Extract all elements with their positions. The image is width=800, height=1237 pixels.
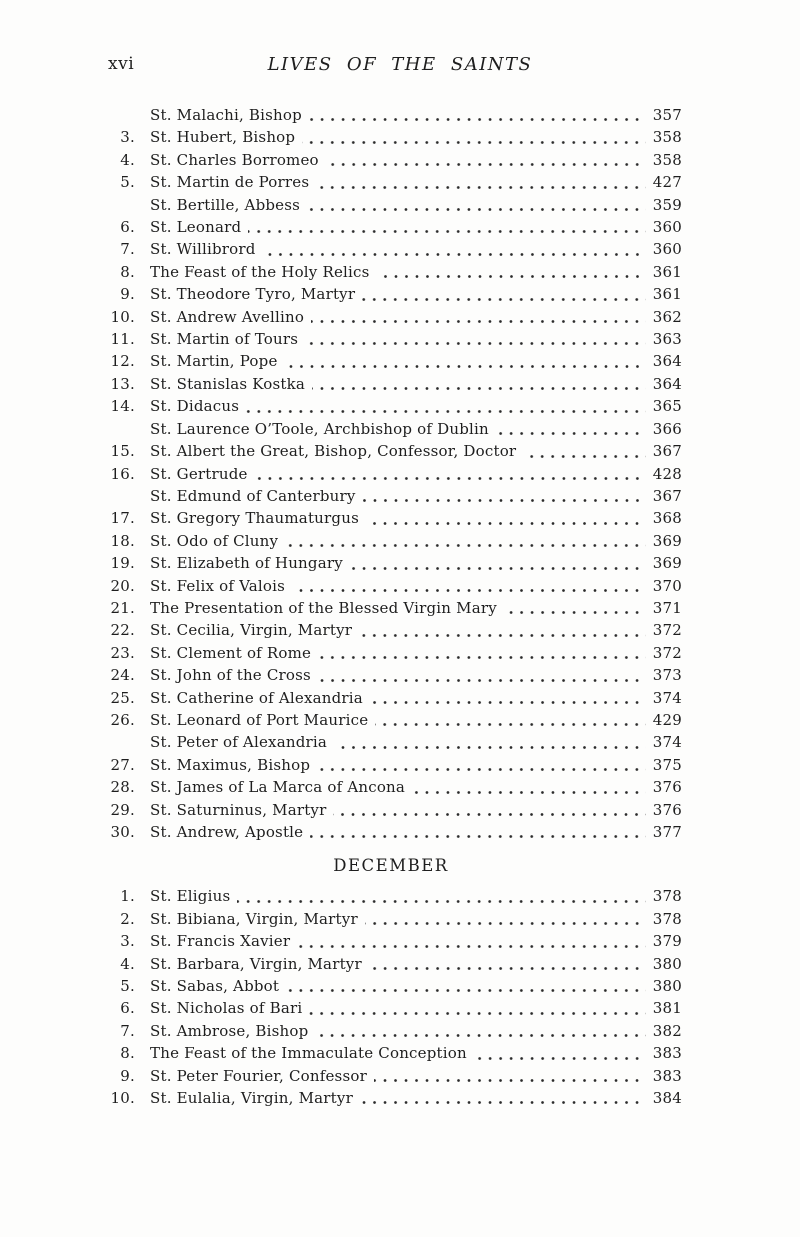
entry-page: 373 xyxy=(652,666,682,685)
dot-leader xyxy=(302,126,646,148)
entry-title: St. Ambrose, Bishop xyxy=(150,1021,309,1040)
entry-number: 25. xyxy=(110,688,135,707)
entry-page: 361 xyxy=(652,262,682,281)
toc-entry xyxy=(100,418,682,440)
entry-page: 376 xyxy=(652,800,682,819)
entry-number: 19. xyxy=(110,554,135,573)
entry-page: 365 xyxy=(652,397,682,416)
entry-page: 362 xyxy=(652,307,682,326)
entry-title: St. Albert the Great, Bishop, Confessor, Doctor xyxy=(150,442,517,461)
entry-page: 372 xyxy=(652,643,682,662)
dot-leader xyxy=(286,975,646,997)
toc-entry xyxy=(100,664,682,686)
toc-entry xyxy=(100,731,682,753)
entry-title: St. Peter of Alexandria xyxy=(150,733,328,752)
entry-page: 370 xyxy=(652,576,682,595)
entry-number: 22. xyxy=(110,621,135,640)
entry-page: 357 xyxy=(652,106,682,124)
entry-page: 382 xyxy=(652,1021,682,1040)
entry-title: St. James of La Marca of Ancona xyxy=(150,778,406,797)
entry-number: 28. xyxy=(110,778,135,797)
page-header xyxy=(0,54,800,76)
toc-entry xyxy=(100,575,682,597)
entry-title: St. Felix of Valois xyxy=(150,576,285,595)
dot-leader xyxy=(309,104,646,126)
toc-entry xyxy=(100,194,682,216)
entry-page: 361 xyxy=(652,285,682,304)
entry-title: St. Gregory Thaumaturgus xyxy=(150,509,359,528)
entry-number: 6. xyxy=(120,999,135,1018)
entry-title: St. Stanislas Kostka xyxy=(150,374,306,393)
toc-entry xyxy=(100,1065,682,1087)
dot-leader xyxy=(307,194,646,216)
entry-page: 428 xyxy=(652,464,682,483)
dot-leader xyxy=(359,619,646,641)
entry-number: 9. xyxy=(120,285,135,304)
entry-page: 367 xyxy=(652,442,682,461)
toc-entry xyxy=(100,171,682,193)
entry-number: 11. xyxy=(110,330,135,349)
toc-entry xyxy=(100,642,682,664)
entry-page: 379 xyxy=(652,932,682,951)
dot-leader xyxy=(374,1065,646,1087)
entry-number: 21. xyxy=(110,598,135,617)
entry-page: 369 xyxy=(652,531,682,550)
entry-page: 375 xyxy=(652,755,682,774)
entry-page: 381 xyxy=(652,999,682,1018)
entry-page: 359 xyxy=(652,195,682,214)
dot-leader xyxy=(375,709,646,731)
dot-leader xyxy=(311,306,646,328)
entry-number: 26. xyxy=(110,710,135,729)
toc-entry xyxy=(100,395,682,417)
entry-page: 363 xyxy=(652,330,682,349)
entry-page: 368 xyxy=(652,509,682,528)
entry-number: 4. xyxy=(120,150,135,169)
dot-leader xyxy=(412,776,646,798)
entry-number: 23. xyxy=(110,643,135,662)
entry-number: 9. xyxy=(120,1066,135,1085)
entry-title: St. Martin of Tours xyxy=(150,330,299,349)
entry-page: 378 xyxy=(652,887,682,906)
entry-number: 18. xyxy=(110,531,135,550)
entry-title: St. Odo of Cluny xyxy=(150,531,279,550)
entry-page: 383 xyxy=(652,1044,682,1063)
dot-leader xyxy=(523,440,646,462)
entry-number: 17. xyxy=(110,509,135,528)
dot-leader xyxy=(312,373,646,395)
entry-title: St. Andrew Avellino xyxy=(150,307,305,326)
dot-leader xyxy=(504,597,646,619)
dot-leader xyxy=(350,552,646,574)
toc-entry xyxy=(100,328,682,350)
toc-entry xyxy=(100,261,682,283)
entry-page: 360 xyxy=(652,218,682,237)
entry-number: 1. xyxy=(120,887,135,906)
running-title: LIVES OF THE SAINTS xyxy=(267,54,533,75)
dot-leader xyxy=(318,664,646,686)
dot-leader xyxy=(285,350,646,372)
toc-entry xyxy=(100,507,682,529)
entry-number: 16. xyxy=(110,464,135,483)
entry-page: 358 xyxy=(652,150,682,169)
entry-title: St. Malachi, Bishop xyxy=(150,106,302,124)
entry-number: 8. xyxy=(120,1044,135,1063)
dot-leader xyxy=(309,997,646,1019)
entry-title: St. Didacus xyxy=(150,397,240,416)
entry-page: 364 xyxy=(652,352,682,371)
entry-page: 378 xyxy=(652,909,682,928)
entry-number: 30. xyxy=(110,823,135,841)
entry-page: 358 xyxy=(652,128,682,147)
entry-title: St. Maximus, Bishop xyxy=(150,755,311,774)
entry-title: St. Laurence O’Toole, Archbishop of Dublin xyxy=(150,419,489,438)
entry-title: St. Catherine of Alexandria xyxy=(150,688,363,707)
entry-number: 6. xyxy=(120,218,135,237)
dot-leader xyxy=(362,283,646,305)
toc-entry xyxy=(100,597,682,619)
dot-leader xyxy=(363,485,646,507)
entry-number: 20. xyxy=(110,576,135,595)
entry-number: 27. xyxy=(110,755,135,774)
entry-title: The Feast of the Immaculate Conception xyxy=(150,1044,467,1063)
dot-leader xyxy=(263,238,646,260)
entry-number: 15. xyxy=(110,442,135,461)
entry-number: 7. xyxy=(120,240,135,259)
toc-entry xyxy=(100,440,682,462)
toc xyxy=(100,104,682,1109)
entry-page: 366 xyxy=(652,419,682,438)
dot-leader xyxy=(326,149,646,171)
dot-leader xyxy=(360,1087,646,1109)
dot-leader xyxy=(248,216,646,238)
toc-entry xyxy=(100,1042,682,1064)
entry-page: 377 xyxy=(652,823,682,841)
dot-leader xyxy=(369,953,646,975)
toc-entry xyxy=(100,885,682,907)
entry-page: 384 xyxy=(652,1089,682,1108)
entry-number: 3. xyxy=(120,932,135,951)
entry-title: St. Eligius xyxy=(150,887,231,906)
entry-number: 8. xyxy=(120,262,135,281)
entry-title: St. Hubert, Bishop xyxy=(150,128,296,147)
toc-entry xyxy=(100,997,682,1019)
entry-title: St. Sabas, Abbot xyxy=(150,977,280,996)
toc-entry xyxy=(100,283,682,305)
entry-title: St. Bibiana, Virgin, Martyr xyxy=(150,909,358,928)
toc-entry xyxy=(100,908,682,930)
entry-title: St. Leonard of Port Maurice xyxy=(150,710,369,729)
dot-leader xyxy=(255,463,646,485)
dot-leader xyxy=(305,328,646,350)
entry-number: 5. xyxy=(120,977,135,996)
entry-page: 364 xyxy=(652,374,682,393)
dot-leader xyxy=(237,885,646,907)
entry-number: 4. xyxy=(120,954,135,973)
entry-title: St. Willibrord xyxy=(150,240,256,259)
entry-number: 24. xyxy=(110,666,135,685)
toc-entry xyxy=(100,975,682,997)
entry-page: 429 xyxy=(652,710,682,729)
dot-leader xyxy=(246,395,646,417)
dot-leader xyxy=(316,171,646,193)
dot-leader xyxy=(285,530,646,552)
entry-page: 427 xyxy=(652,173,682,192)
toc-entry xyxy=(100,619,682,641)
entry-number: 12. xyxy=(110,352,135,371)
toc-entry xyxy=(100,306,682,328)
toc-entry xyxy=(100,104,682,126)
entry-page: 360 xyxy=(652,240,682,259)
toc-entry xyxy=(100,930,682,952)
entry-page: 372 xyxy=(652,621,682,640)
dot-leader xyxy=(315,1020,646,1042)
entry-title: The Presentation of the Blessed Virgin Mary xyxy=(150,598,497,617)
toc-entry xyxy=(100,1087,682,1109)
entry-number: 13. xyxy=(110,374,135,393)
dot-leader xyxy=(334,731,646,753)
entry-number: 5. xyxy=(120,173,135,192)
entry-page: 374 xyxy=(652,688,682,707)
toc-entry xyxy=(100,149,682,171)
dot-leader xyxy=(317,754,646,776)
entry-title: St. Peter Fourier, Confessor xyxy=(150,1066,367,1085)
dot-leader xyxy=(366,507,646,529)
toc-entry xyxy=(100,799,682,821)
toc-entry xyxy=(100,821,682,843)
entry-number: 10. xyxy=(110,1089,135,1108)
toc-entry xyxy=(100,463,682,485)
toc-entry xyxy=(100,953,682,975)
entry-title: St. Bertille, Abbess xyxy=(150,195,301,214)
entry-number: 3. xyxy=(120,128,135,147)
entry-number: 29. xyxy=(110,800,135,819)
section-heading: DECEMBER xyxy=(333,856,449,876)
entry-title: St. Theodore Tyro, Martyr xyxy=(150,285,356,304)
dot-leader xyxy=(365,908,646,930)
entry-title: St. Leonard xyxy=(150,218,242,237)
toc-entry xyxy=(100,754,682,776)
entry-page: 367 xyxy=(652,486,682,505)
entry-page: 383 xyxy=(652,1066,682,1085)
entry-title: The Feast of the Holy Relics xyxy=(150,262,370,281)
entry-title: St. Nicholas of Bari xyxy=(150,999,303,1018)
entry-title: St. Clement of Rome xyxy=(150,643,312,662)
toc-entry xyxy=(100,687,682,709)
entry-title: St. Gertrude xyxy=(150,464,248,483)
entry-title: St. Elizabeth of Hungary xyxy=(150,554,343,573)
toc-entry xyxy=(100,238,682,260)
entry-title: St. Edmund of Canterbury xyxy=(150,486,356,505)
entry-title: St. Martin de Porres xyxy=(150,173,310,192)
folio-number: xvi xyxy=(108,54,135,74)
dot-leader xyxy=(377,261,646,283)
entry-title: St. Eulalia, Virgin, Martyr xyxy=(150,1089,353,1108)
entry-number: 14. xyxy=(110,397,135,416)
toc-entry xyxy=(100,709,682,731)
dot-leader xyxy=(292,575,646,597)
entry-title: St. Martin, Pope xyxy=(150,352,278,371)
toc-entry xyxy=(100,216,682,238)
entry-title: St. Andrew, Apostle xyxy=(150,823,304,841)
entry-title: St. Barbara, Virgin, Martyr xyxy=(150,954,362,973)
entry-page: 376 xyxy=(652,778,682,797)
entry-page: 374 xyxy=(652,733,682,752)
entry-title: St. Francis Xavier xyxy=(150,932,291,951)
toc-entry xyxy=(100,373,682,395)
entry-page: 380 xyxy=(652,954,682,973)
toc-entry xyxy=(100,530,682,552)
toc-entry xyxy=(100,552,682,574)
dot-leader xyxy=(496,418,646,440)
entry-title: St. Saturninus, Martyr xyxy=(150,800,327,819)
toc-entry xyxy=(100,485,682,507)
entry-page: 380 xyxy=(652,977,682,996)
dot-leader xyxy=(333,799,646,821)
dot-leader xyxy=(474,1042,646,1064)
dot-leader xyxy=(318,642,646,664)
entry-number: 10. xyxy=(110,307,135,326)
entry-title: St. Cecilia, Virgin, Martyr xyxy=(150,621,353,640)
dot-leader xyxy=(297,930,646,952)
entry-title: St. Charles Borromeo xyxy=(150,150,319,169)
toc-entry xyxy=(100,350,682,372)
toc-entry xyxy=(100,1020,682,1042)
toc-entry xyxy=(100,776,682,798)
entry-number: 2. xyxy=(120,909,135,928)
dot-leader xyxy=(370,687,646,709)
dot-leader xyxy=(310,821,646,843)
entry-number: 7. xyxy=(120,1021,135,1040)
entry-page: 371 xyxy=(652,598,682,617)
toc-entry xyxy=(100,126,682,148)
entry-page: 369 xyxy=(652,554,682,573)
entry-title: St. John of the Cross xyxy=(150,666,311,685)
